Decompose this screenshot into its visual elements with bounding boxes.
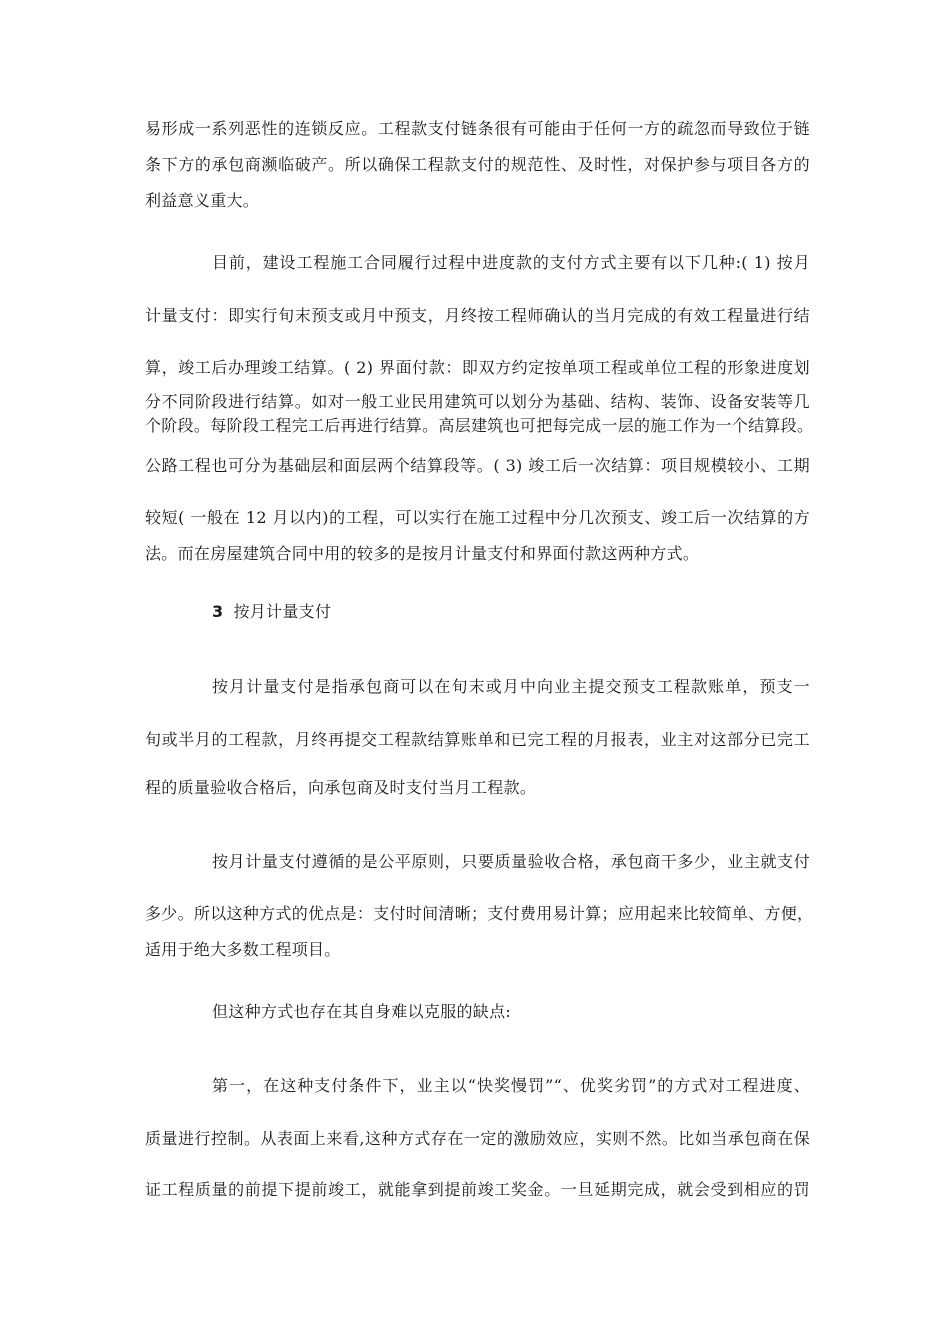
paragraph-line: 目前，建设工程施工合同履行过程中进度款的支付方式主要有以下几种:( 1) 按月 xyxy=(212,253,810,272)
section-heading xyxy=(212,601,512,623)
section-title: 按月计量支付 xyxy=(233,602,332,621)
paragraph-line: 利益意义重大。 xyxy=(145,191,260,210)
paragraph-line: 计量支付：即实行旬末预支或月中预支，月终按工程师确认的当月完成的有效工程量进行结 xyxy=(145,306,810,325)
paragraph-line: 证工程质量的前提下提前竣工，就能拿到提前竣工奖金。一旦延期完成，就会受到相应的罚 xyxy=(145,1180,810,1199)
paragraph-line: 法。而在房屋建筑合同中用的较多的是按月计量支付和界面付款这两种方式。 xyxy=(145,544,700,563)
paragraph-line: 适用于绝大多数工程项目。 xyxy=(145,940,341,959)
paragraph-line: 公路工程也可分为基础层和面层两个结算段等。( 3) 竣工后一次结算：项目规模较小、工期 xyxy=(145,456,810,475)
paragraph-line: 多少。所以这种方式的优点是：支付时间清晰；支付费用易计算；应用起来比较简单、方便， xyxy=(145,904,814,923)
paragraph-line: 按月计量支付遵循的是公平原则，只要质量验收合格，承包商干多少，业主就支付 xyxy=(212,852,810,871)
paragraph-line: 分不同阶段进行结算。如对一般工业民用建筑可以划分为基础、结构、装饰、设备安装等几 xyxy=(145,392,810,411)
paragraph-line: 第一，在这种支付条件下，业主以“快奖慢罚”“、优奖劣罚”的方式对工程进度、 xyxy=(212,1076,810,1095)
paragraph-line: 但这种方式也存在其自身难以克服的缺点: xyxy=(212,1002,512,1021)
paragraph-line: 易形成一系列恶性的连锁反应。工程款支付链条很有可能由于任何一方的疏忽而导致位于链 xyxy=(145,119,810,138)
paragraph-line: 程的质量验收合格后，向承包商及时支付当月工程款。 xyxy=(145,778,537,797)
paragraph-line: 算，竣工后办理竣工结算。( 2) 界面付款：即双方约定按单项工程或单位工程的形象进度划 xyxy=(145,358,810,377)
paragraph-line: 个阶段。每阶段工程完工后再进行结算。高层建筑也可把每完成一层的施工作为一个结算段。 xyxy=(145,416,814,435)
paragraph-line: 旬或半月的工程款，月终再提交工程款结算账单和已完工程的月报表，业主对这部分已完工 xyxy=(145,730,810,749)
paragraph-line: 条下方的承包商濒临破产。所以确保工程款支付的规范性、及时性，对保护参与项目各方的 xyxy=(145,155,810,174)
paragraph-line: 较短( 一般在 12 月以内)的工程，可以实行在施工过程中分几次预支、竣工后一次结算的方 xyxy=(145,508,810,527)
paragraph-line: 按月计量支付是指承包商可以在旬末或月中向业主提交预支工程款账单，预支一 xyxy=(212,677,810,696)
section-number: 3 xyxy=(212,602,224,621)
paragraph-line: 质量进行控制。从表面上来看,这种方式存在一定的激励效应，实则不然。比如当承包商在保 xyxy=(145,1129,810,1148)
